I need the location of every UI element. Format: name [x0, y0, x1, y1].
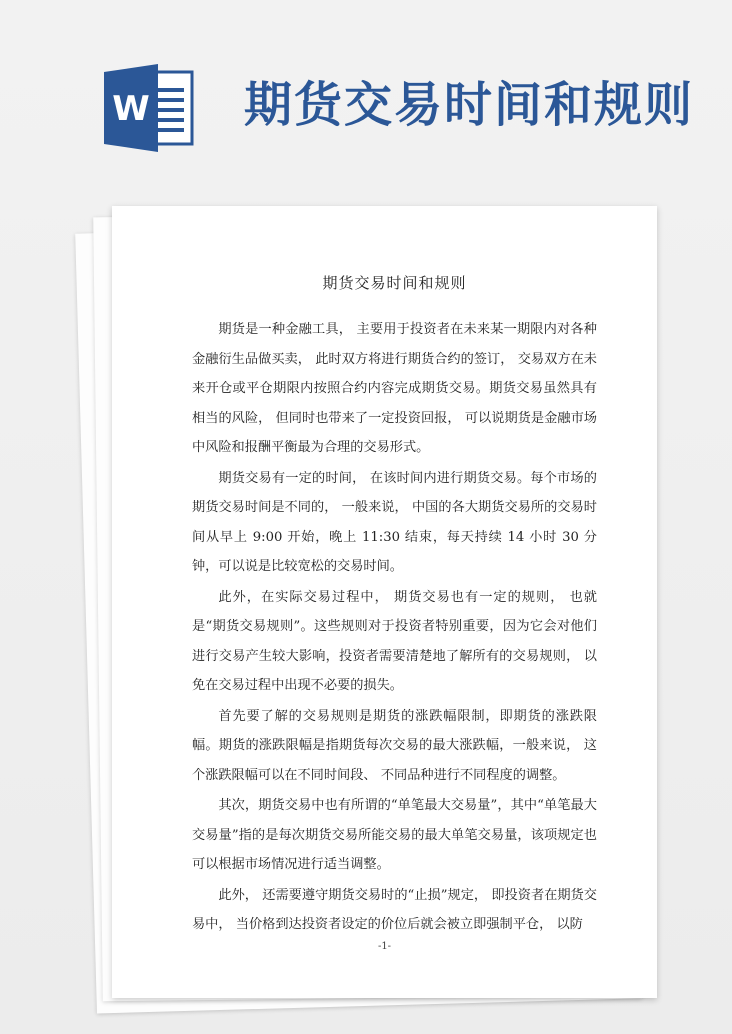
document-page: [112, 206, 657, 998]
paragraph: 此外， 还需要遵守期货交易时的“止损”规定， 即投资者在期货交易中， 当价格到达投资者设定的价位后就会被立即强制平仓， 以防: [192, 887, 597, 932]
document-title: 期货交易时间和规则: [322, 274, 467, 292]
header-title: 期货交易时间和规则: [244, 77, 695, 133]
page-number: -1-: [377, 941, 392, 952]
paragraph: 期货交易有一定的时间， 在该时间内进行期货交易。每个市场的期货交易时间是不同的， 一般来说， 中国的各大期货交易所的交易时间从早上 9:00 开始，晚上 11:30 结束，每天持续 14 小时 30 分钟，可以说是比较宽松的交易时间。: [192, 470, 597, 574]
paragraph: 期货是一种金融工具， 主要用于投资者在未来某一期限内对各种金融衍生品做买卖， 此时双方将进行期货合约的签订， 交易双方在未来开仓或平仓期限内按照合约内容完成期货交易。期货交易虽然具有相当的风险， 但同时也带来了一定投资回报， 可以说期货是金融市场中风险和报酬平衡最为合理的交易形式。: [192, 322, 597, 455]
word-logo-letter: W: [112, 89, 150, 129]
paragraph: 此外，在实际交易过程中， 期货交易也有一定的规则， 也就是“期货交易规则”。这些规则对于投资者特别重要，因为它会对他们进行交易产生较大影响，投资者需要清楚地了解所有的交易规则， 以免在交易过程中出现不必要的损失。: [192, 589, 597, 693]
word-document-icon: [102, 62, 198, 154]
paragraph: 首先要了解的交易规则是期货的涨跌幅限制，即期货的涨跌限幅。期货的涨跌限幅是指期货每次交易的最大涨跌幅，一般来说， 这个涨跌限幅可以在不同时间段、 不同品种进行不同程度的调整。: [192, 708, 597, 783]
paragraph: 其次，期货交易中也有所谓的“单笔最大交易量”，其中“单笔最大交易量”指的是每次期货交易所能交易的最大单笔交易量，该项规定也可以根据市场情况进行适当调整。: [192, 798, 597, 872]
